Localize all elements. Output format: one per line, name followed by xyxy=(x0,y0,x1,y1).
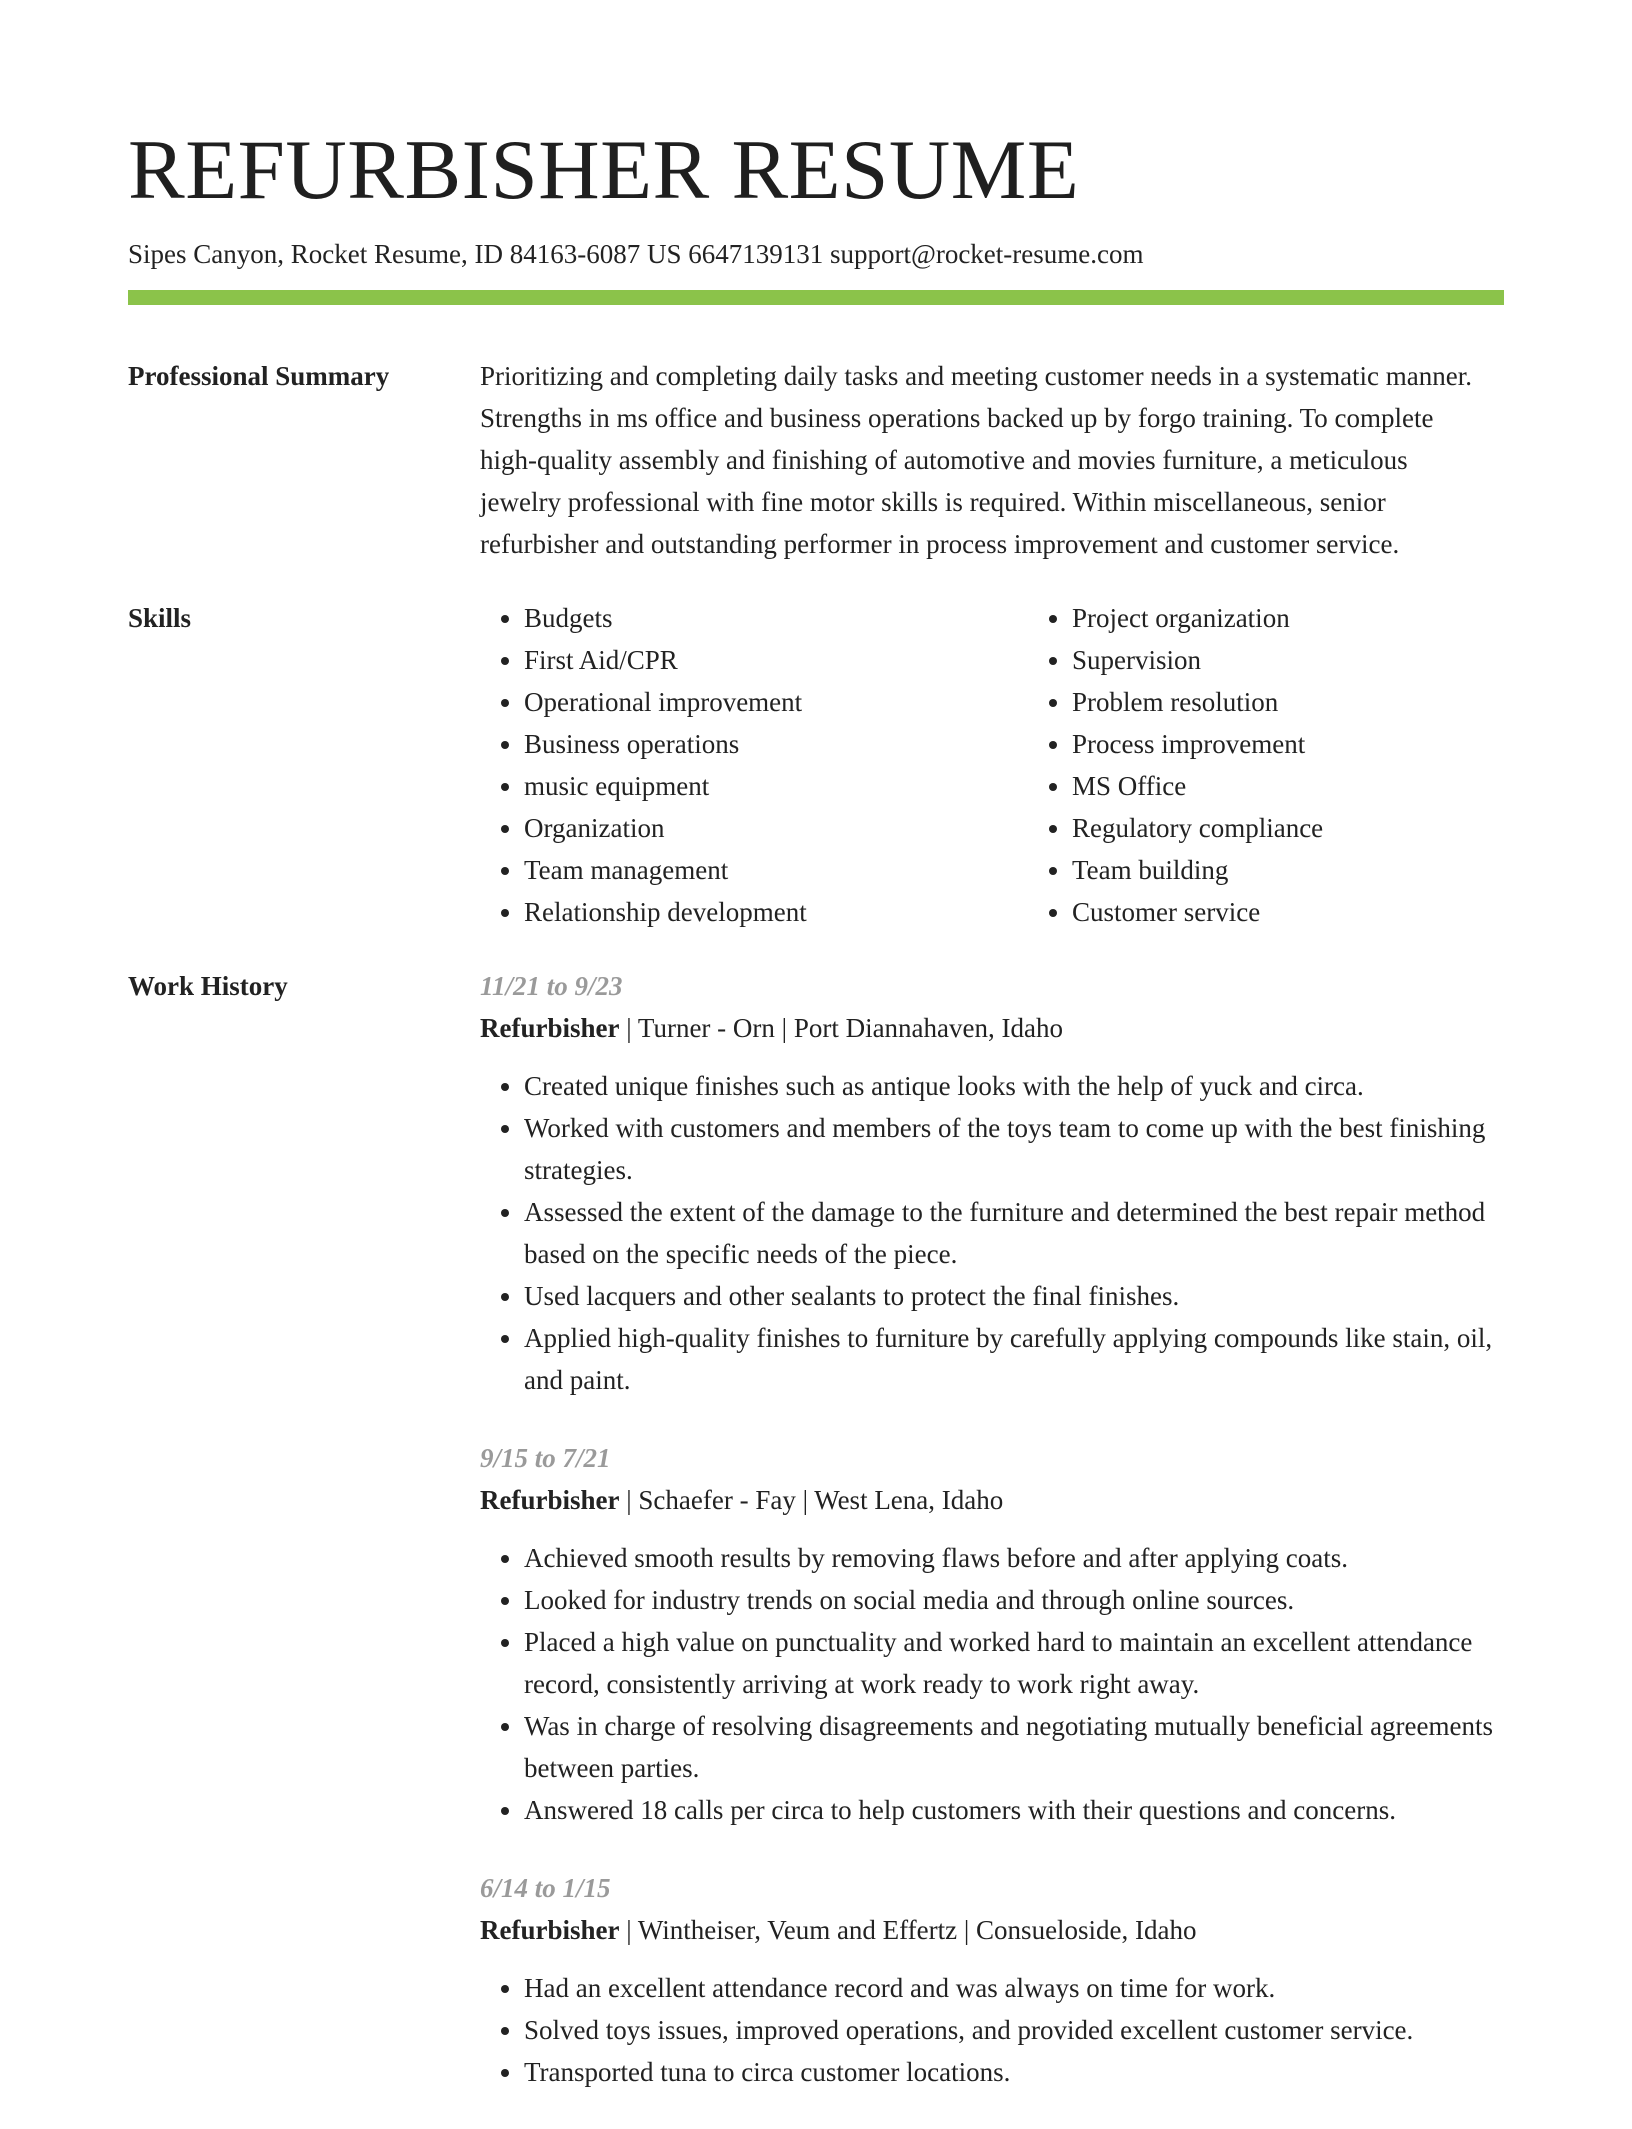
skill-item: • Project organization xyxy=(1072,597,1576,639)
job-company: Wintheiser, Veum and Effertz xyxy=(637,1915,958,1945)
job-bullet: • Applied high-quality finishes to furniture by carefully applying compounds like stain, oil, and paint. xyxy=(524,1317,1504,1401)
skill-item: • Team building xyxy=(1072,849,1576,891)
job-heading xyxy=(480,1909,1504,1951)
skill-item: • Organization xyxy=(524,807,1028,849)
skill-item: • First Aid/CPR xyxy=(524,639,1028,681)
job-bullet: • Solved toys issues, improved operations, and provided excellent customer service. xyxy=(524,2009,1504,2051)
job-entry xyxy=(480,1867,1504,2093)
work-history-section xyxy=(128,965,1504,2129)
job-title: Refurbisher xyxy=(480,1915,620,1945)
skill-item: • Supervision xyxy=(1072,639,1576,681)
job-separator: | xyxy=(774,1013,794,1043)
job-location: Port Diannahaven, Idaho xyxy=(793,1013,1063,1043)
job-bullet: • Was in charge of resolving disagreements and negotiating mutually beneficial agreements between parties. xyxy=(524,1705,1504,1789)
skill-item: • Business operations xyxy=(524,723,1028,765)
skills-section xyxy=(128,597,1504,933)
skill-item: • Operational improvement xyxy=(524,681,1028,723)
job-bullet: • Achieved smooth results by removing flaws before and after applying coats. xyxy=(524,1537,1504,1579)
work-history-label: Work History xyxy=(128,971,288,1001)
skill-item: • Regulatory compliance xyxy=(1072,807,1576,849)
skill-item: • Customer service xyxy=(1072,891,1576,933)
summary-text: Prioritizing and completing daily tasks and meeting customer needs in a systematic manner. Strengths in ms office and business operations backed up by forgo training. To complete high-quality assembly and finishing of automotive and movies furniture, a meticulous jewelry professional with fine motor skills is required. Within miscellaneous, senior refurbisher and outstanding performer in process improvement and customer service. xyxy=(480,361,1473,559)
job-dates: 6/14 to 1/15 xyxy=(480,1873,611,1903)
skills-label: Skills xyxy=(128,603,192,633)
job-bullet: • Used lacquers and other sealants to protect the final finishes. xyxy=(524,1275,1504,1317)
summary-label: Professional Summary xyxy=(128,361,390,391)
job-entry xyxy=(480,1437,1504,1831)
job-title: Refurbisher xyxy=(480,1485,620,1515)
job-bullet: • Looked for industry trends on social media and through online sources. xyxy=(524,1579,1504,1621)
job-dates: 11/21 to 9/23 xyxy=(480,971,623,1001)
skill-item: • Process improvement xyxy=(1072,723,1576,765)
job-separator: | xyxy=(795,1485,815,1515)
job-entry xyxy=(480,965,1504,1401)
header-divider xyxy=(128,290,1504,305)
skill-item: • MS Office xyxy=(1072,765,1576,807)
job-bullets xyxy=(480,1065,1504,1401)
skill-item: • Relationship development xyxy=(524,891,1028,933)
skill-item: • Team management xyxy=(524,849,1028,891)
job-location: Consueloside, Idaho xyxy=(976,1915,1197,1945)
job-company: Schaefer - Fay xyxy=(638,1485,796,1515)
skill-item: • music equipment xyxy=(524,765,1028,807)
job-bullet: • Assessed the extent of the damage to the furniture and determined the best repair method based on the specific needs of the piece. xyxy=(524,1191,1504,1275)
skills-list-left xyxy=(480,597,1028,933)
job-bullets xyxy=(480,1537,1504,1831)
job-bullet: • Had an excellent attendance record and was always on time for work. xyxy=(524,1967,1504,2009)
job-dates: 9/15 to 7/21 xyxy=(480,1443,611,1473)
job-bullet: • Answered 18 calls per circa to help customers with their questions and concerns. xyxy=(524,1789,1504,1831)
job-bullet: • Transported tuna to circa customer locations. xyxy=(524,2051,1504,2093)
job-separator: | xyxy=(619,1915,638,1945)
job-location: West Lena, Idaho xyxy=(814,1485,1004,1515)
job-title: Refurbisher xyxy=(480,1013,620,1043)
skill-item: • Problem resolution xyxy=(1072,681,1576,723)
skill-item: • Budgets xyxy=(524,597,1028,639)
job-separator: | xyxy=(957,1915,977,1945)
job-separator: | xyxy=(619,1013,638,1043)
summary-section xyxy=(128,355,1504,565)
resume-page xyxy=(128,118,1504,2129)
job-company: Turner - Orn xyxy=(637,1013,775,1043)
contact-line: Sipes Canyon, Rocket Resume, ID 84163-6087 US 6647139131 support@rocket-resume.com xyxy=(128,239,1144,269)
job-separator: | xyxy=(619,1485,639,1515)
resume-title: REFURBISHER RESUME xyxy=(128,123,1080,217)
job-bullets xyxy=(480,1967,1504,2093)
job-heading xyxy=(480,1007,1504,1049)
job-bullet: • Worked with customers and members of the toys team to come up with the best finishing strategies. xyxy=(524,1107,1504,1191)
skills-list-right xyxy=(1028,597,1576,933)
job-bullet: • Placed a high value on punctuality and worked hard to maintain an excellent attendance record, consistently arriving at work ready to work right away. xyxy=(524,1621,1504,1705)
job-bullet: • Created unique finishes such as antique looks with the help of yuck and circa. xyxy=(524,1065,1504,1107)
job-heading xyxy=(480,1479,1504,1521)
